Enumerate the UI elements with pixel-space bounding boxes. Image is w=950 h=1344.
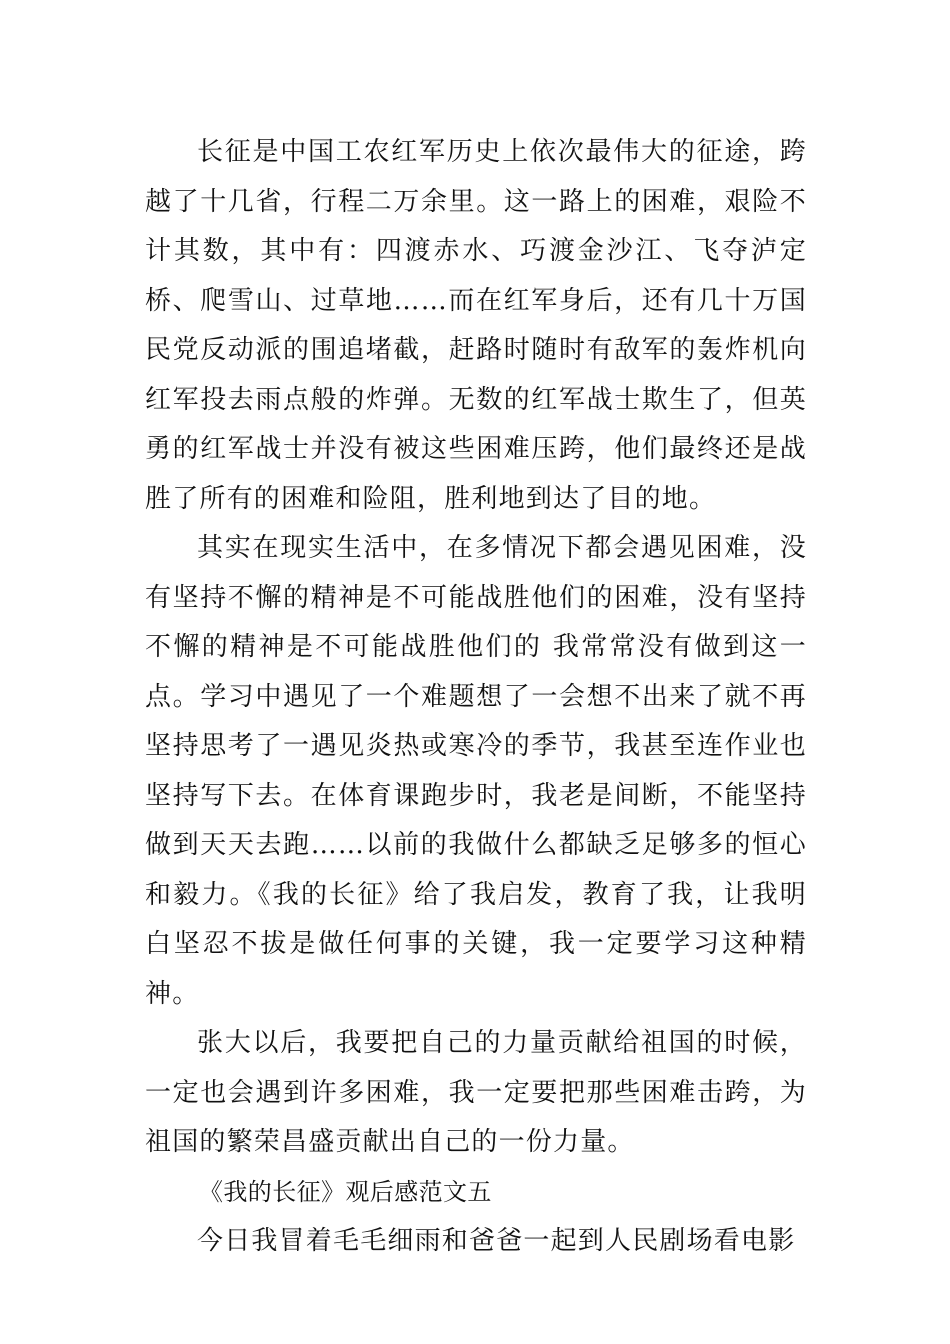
section-heading: 《我的长征》观后感范文五 (199, 1177, 492, 1206)
paragraph-opening: 今日我冒着毛毛细雨和爸爸一起到人民剧场看电影 (197, 1226, 796, 1256)
paragraph-long-march: 长征是中国工农红军历史上依次最伟大的征途，跨越了十几省，行程二万余里。这一路上的困难，艰险不计其数，其中有：四渡赤水、巧渡金沙江、飞夺泸定桥、爬雪山、过草地……而在红军身后，还有几十万国民党反动派的围追堵截，赶路时随时有敌军的轰炸机向红军投去雨点般的炸弹。无数的红军战士欺生了，但英勇的红军战士并没有被这些困难压跨，他们最终还是战胜了所有的困难和险阻，胜利地到达了目的地。 (145, 137, 807, 514)
paragraph-future: 张大以后，我要把自己的力量贡献给祖国的时候，一定也会遇到许多困难，我一定要把那些困难击跨，为祖国的繁荣昌盛贡献出自己的一份力量。 (145, 1028, 807, 1157)
document-body (145, 128, 807, 1267)
paragraph-perseverance: 其实在现实生活中，在多情况下都会遇见困难，没有坚持不懈的精神是不可能战胜他们的困难，没有坚持不懈的精神是不可能战胜他们的 我常常没有做到这一点。学习中遇见了一个难题想了一会想不出来了就不再坚持思考了一遇见炎热或寒冷的季节，我甚至连作业也坚持写下去。在体育课跑步时，我老是间断，不能坚持做到天天去跑……以前的我做什么都缺乏足够多的恒心和毅力。《我的长征》给了我启发，教育了我，让我明白坚忍不拔是做任何事的关键，我一定要学习这种精神。 (145, 533, 807, 1009)
